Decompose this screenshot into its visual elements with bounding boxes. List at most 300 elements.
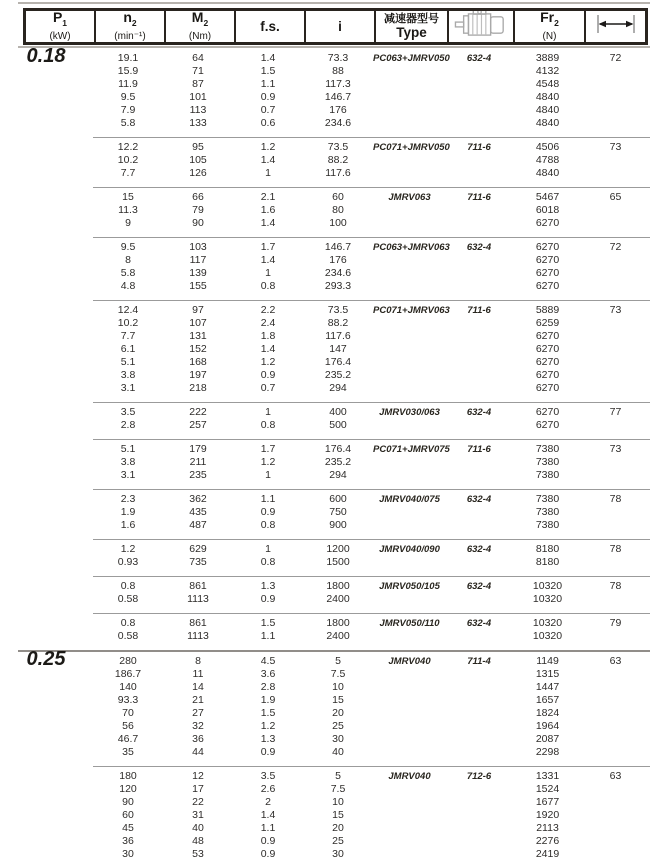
cell-type: JMRV040/075 [379, 494, 440, 505]
cell-i: 20 [332, 707, 344, 719]
cell-fr2: 7380 [535, 469, 560, 481]
cell-fr2: 2087 [535, 733, 560, 745]
cell-m2: 90 [192, 217, 204, 229]
cell-type: PC071+JMRV050 [373, 142, 450, 153]
cell-i: 234.6 [324, 117, 352, 129]
gearbox-block [23, 301, 664, 402]
header-i-label: i [338, 19, 342, 34]
cell-i: 40 [332, 746, 344, 758]
cell-fr2: 3889 [535, 52, 560, 64]
cell-m2: 362 [189, 493, 207, 505]
cell-m2: 629 [189, 543, 207, 555]
gearbox-block [23, 238, 664, 300]
cell-fs: 1.1 [260, 822, 276, 834]
cell-fr2: 1824 [535, 707, 560, 719]
cell-motor: 711-6 [467, 305, 491, 316]
cell-m2: 117 [189, 254, 207, 266]
cell-fs: 0.7 [260, 382, 276, 394]
cell-n2: 186.7 [114, 668, 142, 680]
cell-m2: 44 [192, 746, 204, 758]
cell-fs: 1.5 [260, 617, 276, 629]
cell-m2: 152 [189, 343, 207, 355]
cell-n2: 7.9 [120, 104, 136, 116]
cell-motor: 632-4 [466, 618, 492, 629]
cell-fs: 1.4 [260, 254, 276, 266]
cell-m2: 71 [192, 65, 204, 77]
cell-m2: 155 [189, 280, 207, 292]
cell-fr2: 10320 [532, 617, 563, 629]
cell-m2: 435 [189, 506, 207, 518]
cell-type: PC063+JMRV063 [373, 242, 450, 253]
cell-fs: 1.4 [260, 52, 276, 64]
cell-fs: 1 [265, 469, 271, 481]
cell-dim: 63 [609, 655, 622, 667]
cell-fs: 2.1 [260, 191, 276, 203]
header-n2-unit: (min⁻¹) [114, 30, 146, 42]
cell-m2: 105 [189, 154, 207, 166]
gearbox-block [23, 490, 664, 539]
cell-n2: 11.9 [118, 78, 138, 90]
cell-n2: 0.58 [117, 630, 139, 642]
gearbox-block [23, 577, 664, 613]
gearbox-block [23, 440, 664, 489]
cell-i: 600 [329, 493, 347, 505]
cell-m2: 21 [192, 694, 204, 706]
cell-m2: 64 [192, 52, 204, 64]
cell-fs: 3.5 [260, 770, 276, 782]
cell-n2: 9.5 [120, 241, 136, 253]
cell-i: 80 [332, 204, 344, 216]
cell-i: 7.5 [330, 783, 346, 795]
cell-dim: 78 [609, 543, 622, 555]
cell-i: 400 [329, 406, 347, 418]
gearbox-block [23, 767, 664, 859]
cell-fr2: 1677 [535, 796, 560, 808]
cell-i: 234.6 [324, 267, 352, 279]
table-row [23, 254, 664, 267]
cell-m2: 222 [189, 406, 207, 418]
cell-m2: 861 [189, 580, 207, 592]
header-col-m2 [164, 11, 234, 42]
cell-m2: 32 [192, 720, 204, 732]
cell-n2: 56 [122, 720, 134, 732]
cell-fs: 1.4 [260, 809, 276, 821]
cell-motor: 711-4 [467, 656, 491, 667]
table-row [23, 330, 664, 343]
cell-fs: 1.3 [260, 733, 276, 745]
cell-fr2: 7380 [535, 456, 560, 468]
cell-fr2: 4132 [535, 65, 560, 77]
cell-i: 15 [332, 694, 344, 706]
cell-i: 1500 [326, 556, 350, 568]
table-row [23, 382, 664, 395]
cell-i: 7.5 [330, 668, 346, 680]
cell-n2: 0.8 [120, 580, 136, 592]
cell-i: 294 [329, 469, 347, 481]
cell-n2: 15.9 [117, 65, 139, 77]
cell-fs: 2.4 [260, 317, 276, 329]
cell-n2: 5.8 [120, 267, 136, 279]
cell-n2: 3.8 [120, 456, 136, 468]
cell-m2: 87 [192, 78, 204, 90]
cell-n2: 93.3 [117, 694, 139, 706]
cell-m2: 17 [192, 783, 204, 795]
header-bottom-divider [18, 46, 650, 48]
table-row [23, 369, 664, 382]
header-col-fr2 [513, 11, 584, 42]
table-row [23, 141, 664, 154]
cell-fs: 2.8 [260, 681, 276, 693]
cell-motor: 632-4 [466, 53, 492, 64]
table-row [23, 419, 664, 432]
cell-fr2: 1149 [536, 655, 559, 667]
cell-fs: 1.2 [260, 720, 276, 732]
cell-i: 73.5 [327, 304, 349, 316]
cell-fs: 2 [265, 796, 271, 808]
cell-m2: 22 [192, 796, 204, 808]
cell-fs: 1.4 [260, 343, 276, 355]
cell-m2: 11 [192, 668, 204, 680]
cell-fr2: 2276 [535, 835, 560, 847]
cell-fr2: 1524 [535, 783, 560, 795]
cell-m2: 197 [189, 369, 207, 381]
cell-n2: 45 [122, 822, 134, 834]
cell-type: PC071+JMRV075 [373, 444, 450, 455]
cell-dim: 63 [609, 770, 622, 782]
cell-fr2: 6270 [535, 406, 560, 418]
cell-fr2: 4840 [535, 104, 560, 116]
table-row [23, 556, 664, 569]
table-row [23, 104, 664, 117]
cell-i: 5 [335, 770, 341, 782]
table-row [23, 746, 664, 759]
cell-m2: 97 [192, 304, 204, 316]
cell-dim: 78 [609, 580, 622, 592]
cell-dim: 73 [609, 443, 622, 455]
gearbox-block [23, 540, 664, 576]
cell-n2: 3.5 [120, 406, 136, 418]
cell-n2: 8 [125, 254, 131, 266]
cell-n2: 5.8 [120, 117, 136, 129]
gearbox-block [23, 49, 664, 137]
cell-fr2: 6270 [535, 343, 560, 355]
cell-fr2: 6270 [535, 356, 560, 368]
cell-i: 88.2 [327, 317, 349, 329]
cell-n2: 1.6 [120, 519, 136, 531]
cell-n2: 12.2 [117, 141, 139, 153]
cell-fs: 4.5 [260, 655, 276, 667]
table-row [23, 406, 664, 419]
cell-type: JMRV040 [388, 771, 431, 782]
cell-fr2: 6270 [535, 280, 560, 292]
cell-type: PC071+JMRV063 [373, 305, 450, 316]
cell-i: 10 [332, 681, 344, 693]
cell-m2: 735 [189, 556, 207, 568]
cell-fs: 1 [265, 543, 271, 555]
cell-m2: 1113 [187, 630, 209, 642]
cell-fr2: 1447 [535, 681, 560, 693]
table-row [23, 796, 664, 809]
cell-fs: 0.9 [260, 746, 276, 758]
cell-m2: 8 [195, 655, 201, 667]
cell-n2: 90 [122, 796, 134, 808]
header-m2-unit: (Nm) [188, 30, 212, 42]
cell-m2: 1113 [187, 593, 209, 605]
cell-fr2: 4840 [535, 117, 560, 129]
table-row [23, 343, 664, 356]
motor-icon [454, 11, 508, 42]
gearbox-block [23, 652, 664, 766]
cell-fs: 2.6 [260, 783, 276, 795]
cell-i: 500 [329, 419, 347, 431]
cell-i: 176.4 [324, 356, 352, 368]
cell-i: 30 [332, 733, 344, 745]
cell-n2: 9.5 [120, 91, 136, 103]
cell-motor: 632-4 [466, 242, 492, 253]
cell-i: 1800 [326, 617, 350, 629]
table-row [23, 191, 664, 204]
cell-i: 117.3 [325, 78, 351, 90]
cell-m2: 27 [192, 707, 204, 719]
cell-m2: 53 [192, 848, 204, 859]
cell-i: 146.7 [324, 91, 352, 103]
header-m2-symbol: $M_2$ [191, 11, 209, 28]
power-section [23, 45, 664, 650]
gearbox-block [23, 138, 664, 187]
cell-motor: 711-6 [467, 142, 491, 153]
cell-m2: 113 [189, 104, 207, 116]
cell-fs: 1.1 [260, 78, 276, 90]
cell-i: 25 [332, 835, 344, 847]
cell-fr2: 1657 [535, 694, 560, 706]
cell-fr2: 4788 [535, 154, 560, 166]
cell-i: 88.2 [327, 154, 349, 166]
table-row [23, 52, 664, 65]
cell-i: 5 [335, 655, 341, 667]
table-row [23, 117, 664, 130]
cell-n2: 0.58 [117, 593, 139, 605]
cell-m2: 487 [189, 519, 207, 531]
header-n2-symbol: $n_2$ [123, 11, 137, 28]
cell-fr2: 7380 [535, 443, 560, 455]
cell-i: 2400 [326, 630, 350, 642]
cell-n2: 70 [122, 707, 134, 719]
cell-fs: 0.8 [260, 519, 276, 531]
cell-i: 100 [329, 217, 347, 229]
cell-fr2: 4840 [535, 91, 560, 103]
cell-n2: 19.1 [117, 52, 139, 64]
cell-fr2: 1964 [535, 720, 560, 732]
table-row [23, 835, 664, 848]
cell-m2: 107 [189, 317, 207, 329]
cell-fr2: 5467 [535, 191, 560, 203]
cell-n2: 180 [119, 770, 137, 782]
cell-n2: 12.4 [117, 304, 139, 316]
table-row [23, 456, 664, 469]
table-row [23, 356, 664, 369]
cell-n2: 35 [122, 746, 134, 758]
cell-fr2: 8180 [535, 543, 560, 555]
cell-i: 147 [329, 343, 347, 355]
table-row [23, 681, 664, 694]
cell-fr2: 2113 [536, 822, 559, 834]
header-col-fs [234, 11, 304, 42]
cell-fr2: 10320 [532, 630, 563, 642]
header-col-motor [447, 11, 513, 42]
table-row [23, 593, 664, 606]
cell-i: 1800 [326, 580, 350, 592]
table-row [23, 241, 664, 254]
cell-fr2: 7380 [535, 493, 560, 505]
table-row [23, 694, 664, 707]
cell-n2: 4.8 [120, 280, 136, 292]
cell-i: 900 [329, 519, 347, 531]
cell-motor: 711-6 [467, 192, 491, 203]
cell-i: 20 [332, 822, 344, 834]
cell-m2: 139 [189, 267, 207, 279]
cell-fr2: 1331 [535, 770, 560, 782]
cell-m2: 36 [192, 733, 204, 745]
p1-value: 0.18 [26, 45, 66, 67]
gearbox-block [23, 403, 664, 439]
cell-dim: 72 [609, 52, 622, 64]
cell-n2: 0.8 [120, 617, 136, 629]
cell-fs: 1.7 [260, 443, 276, 455]
header-col-i [304, 11, 374, 42]
table-row [23, 91, 664, 104]
cell-motor: 632-4 [466, 581, 492, 592]
cell-fr2: 6270 [535, 330, 560, 342]
cell-fr2: 7380 [535, 519, 560, 531]
cell-n2: 1.9 [120, 506, 136, 518]
header-type-cn-label: 减速器型号 [384, 13, 439, 25]
cell-fs: 1.5 [260, 707, 276, 719]
cell-i: 176 [329, 254, 347, 266]
cell-m2: 235 [189, 469, 207, 481]
table-row [23, 267, 664, 280]
cell-fr2: 6270 [535, 217, 560, 229]
cell-i: 15 [332, 809, 344, 821]
cell-n2: 1.2 [120, 543, 136, 555]
dimension-arrow-icon [592, 13, 640, 40]
power-section [23, 648, 664, 859]
cell-fs: 1 [265, 167, 271, 179]
table-row [23, 617, 664, 630]
cell-n2: 7.7 [120, 330, 136, 342]
cell-m2: 168 [189, 356, 207, 368]
cell-type: JMRV040/090 [379, 544, 440, 555]
cell-fs: 1 [265, 406, 271, 418]
cell-n2: 120 [119, 783, 137, 795]
cell-n2: 3.1 [120, 382, 136, 394]
cell-fs: 0.9 [260, 848, 276, 859]
cell-m2: 101 [189, 91, 207, 103]
table-row [23, 655, 664, 668]
cell-m2: 12 [192, 770, 204, 782]
cell-i: 117.6 [325, 167, 351, 179]
header-p1-unit: (kW) [49, 30, 71, 42]
cell-n2: 140 [119, 681, 137, 693]
cell-dim: 72 [609, 241, 622, 253]
cell-m2: 79 [192, 204, 204, 216]
header-col-type [374, 11, 447, 42]
cell-i: 10 [332, 796, 344, 808]
table-row [23, 770, 664, 783]
cell-m2: 66 [192, 191, 204, 203]
cell-n2: 30 [122, 848, 134, 859]
cell-fs: 0.9 [260, 593, 276, 605]
cell-n2: 0.93 [117, 556, 139, 568]
cell-i: 60 [332, 191, 344, 203]
cell-m2: 133 [189, 117, 207, 129]
cell-m2: 14 [192, 681, 204, 693]
cell-fs: 1.3 [260, 580, 276, 592]
cell-fs: 0.6 [260, 117, 276, 129]
cell-n2: 46.7 [117, 733, 139, 745]
cell-n2: 15 [122, 191, 134, 203]
cell-fs: 3.6 [260, 668, 276, 680]
table-row [23, 809, 664, 822]
table-row [23, 519, 664, 532]
cell-i: 73.5 [327, 141, 349, 153]
table-row [23, 668, 664, 681]
cell-type: JMRV050/110 [379, 618, 440, 629]
header-col-n2 [94, 11, 164, 42]
cell-m2: 40 [192, 822, 204, 834]
cell-n2: 36 [122, 835, 134, 847]
cell-fr2: 6270 [535, 382, 560, 394]
table-row [23, 204, 664, 217]
cell-fs: 0.9 [260, 91, 276, 103]
cell-fs: 0.9 [260, 369, 276, 381]
cell-fr2: 4548 [535, 78, 560, 90]
table-row [23, 217, 664, 230]
cell-n2: 2.3 [120, 493, 136, 505]
cell-fs: 1.1 [260, 630, 276, 642]
cell-fs: 0.8 [260, 419, 276, 431]
table-row [23, 280, 664, 293]
cell-fr2: 4840 [535, 167, 560, 179]
cell-fr2: 10320 [532, 580, 563, 592]
cell-fr2: 2298 [535, 746, 560, 758]
table-row [23, 493, 664, 506]
cell-m2: 31 [192, 809, 204, 821]
cell-n2: 5.1 [120, 443, 136, 455]
cell-i: 2400 [326, 593, 350, 605]
gearbox-block [23, 188, 664, 237]
cell-type: JMRV063 [388, 192, 431, 203]
table-row [23, 506, 664, 519]
cell-fr2: 6018 [535, 204, 560, 216]
cell-type: JMRV050/105 [379, 581, 440, 592]
cell-n2: 2.8 [120, 419, 136, 431]
table-row [23, 469, 664, 482]
table-row [23, 707, 664, 720]
cell-fs: 1.2 [260, 356, 276, 368]
cell-fr2: 6270 [535, 267, 560, 279]
cell-i: 1200 [326, 543, 350, 555]
cell-n2: 3.8 [120, 369, 136, 381]
header-col-dimension [584, 11, 645, 42]
cell-i: 235.2 [324, 456, 352, 468]
cell-fr2: 5889 [535, 304, 560, 316]
cell-fs: 1.7 [260, 241, 276, 253]
cell-fs: 0.8 [260, 556, 276, 568]
table-row [23, 822, 664, 835]
table-row [23, 630, 664, 643]
cell-fs: 0.9 [260, 835, 276, 847]
cell-m2: 861 [189, 617, 207, 629]
